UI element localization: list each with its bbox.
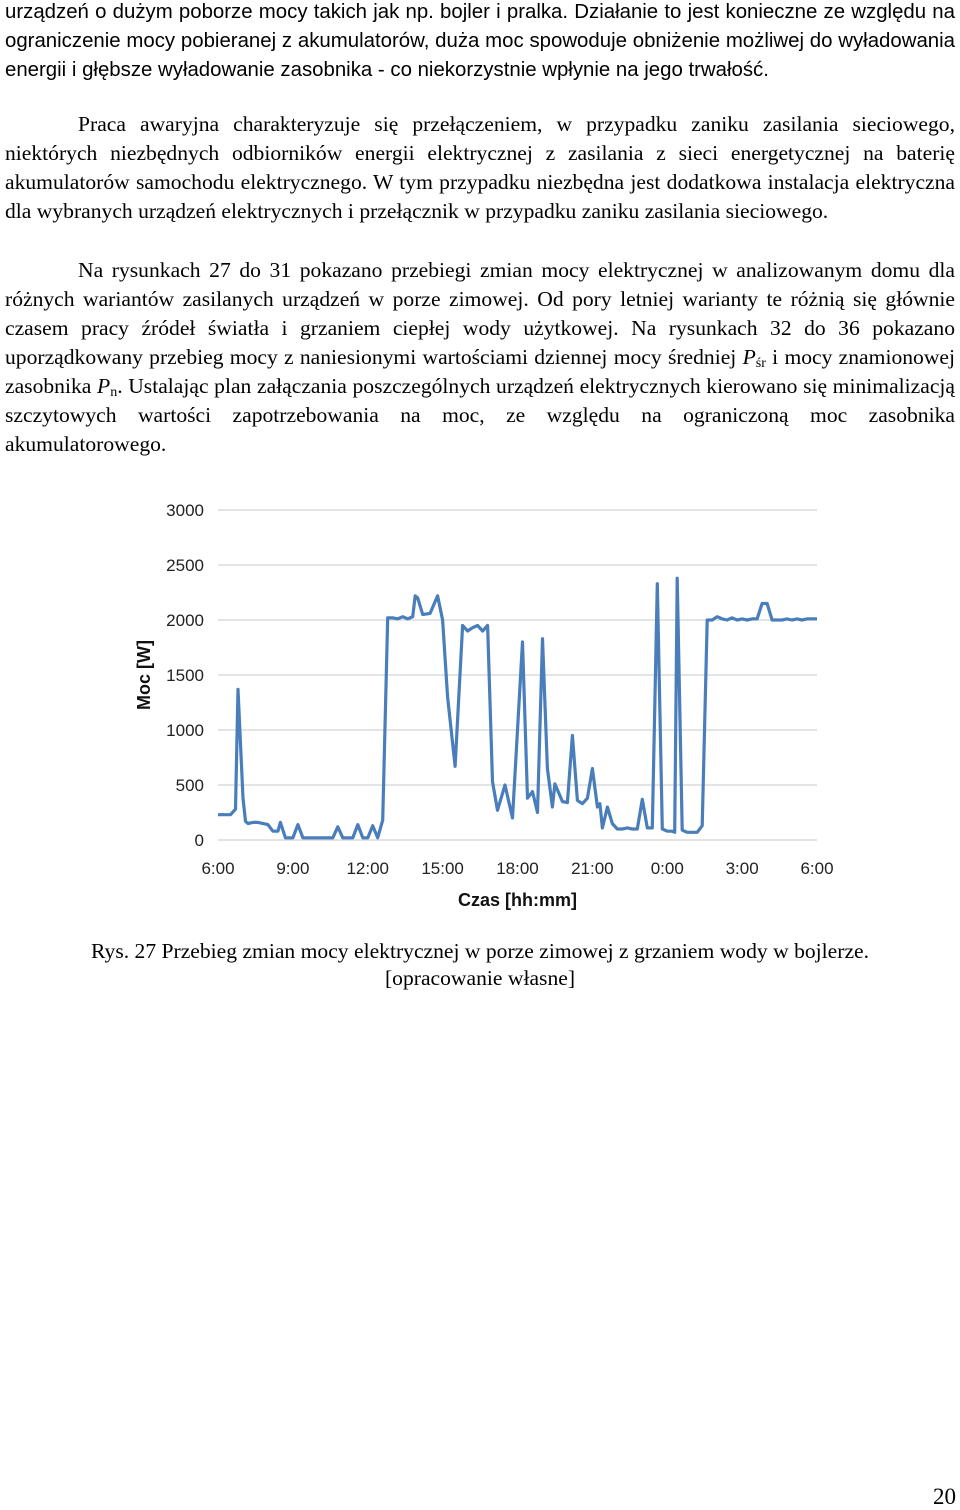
y-tick-label: 3000 [166, 501, 204, 520]
y-tick-label: 2500 [166, 556, 204, 575]
y-axis-ticks [166, 501, 204, 850]
x-tick-label: 9:00 [276, 859, 310, 878]
intro-paragraph: urządzeń o dużym poborze mocy takich jak np. bojler i pralka. Działanie to jest konieczne ze względu na ograniczenie mocy pobieranej z akumulatorów, duża moc spowoduje obniżenie możliwej do wyładowania energii i głębsze wyładowanie zasobnika - co niekorzystnie wpłynie na jego trwałość. [5, 1, 955, 81]
emergency-mode-paragraph: Praca awaryjna charakteryzuje się przełączeniem, w przypadku zaniku zasilania sieciowego, niektórych niezbędnych odbiorników energii elektrycznej z zasilania z sieci energetycznej na baterię akumulatorów samochodu elektrycznego. W tym przypadku niezbędna jest dodatkowa instalacja elektryczna dla wybranych urządzeń elektrycznych i przełącznik w przypadku zaniku zasilania sieciowego. [5, 112, 955, 223]
x-tick-label: 12:00 [346, 859, 390, 878]
figures-text-part-b: i mocy znamionowej zasobnika [5, 345, 956, 398]
figures-text-part-a: Na rysunkach 27 do 31 pokazano przebiegi zmian mocy elektrycznej w analizowanym domu dla różnych wariantów zasilanych urządzeń w porze zimowej. Od pory letniej warianty te różnią się głównie czasem pracy źródeł światła i grzaniem ciepłej wody użytkowej. Na rysunkach 32 do 36 pokazano uporządkowany przebieg mocy z naniesionymi wartościami dziennej mocy średniej [5, 258, 955, 369]
x-tick-label: 18:00 [496, 859, 539, 878]
x-axis-ticks [201, 859, 833, 878]
p-nominal-symbol: P [96, 374, 111, 398]
y-tick-label: 1000 [166, 721, 204, 740]
y-axis-title: Moc [W] [134, 640, 154, 710]
p-avg-subscript: śr [755, 356, 766, 371]
figure-caption-title: Rys. 27 Przebieg zmian mocy elektrycznej w porze zimowej z grzaniem wody w bojlerze. [90, 939, 870, 963]
y-tick-label: 0 [194, 831, 204, 850]
chart-gridlines [218, 510, 817, 840]
power-chart-svg [120, 490, 850, 920]
figures-text-part-c: . Ustalając plan załączania poszczególnych urządzeń elektrycznych kierowano się minimalizacją szczytowych wartości zapotrzebowania na moc, ze względu na ograniczoną moc zasobnika akumulatorowego. [5, 374, 955, 456]
power-chart [120, 490, 850, 920]
x-axis-title: Czas [hh:mm] [457, 890, 578, 910]
page-number: 20 [933, 1484, 956, 1509]
y-tick-label: 500 [175, 776, 204, 795]
p-nominal-subscript: n [110, 385, 118, 400]
figure-caption-source: [opracowanie własne] [384, 966, 576, 990]
figure-caption [0, 938, 960, 992]
x-tick-label: 6:00 [800, 859, 834, 878]
y-tick-label: 2000 [166, 611, 204, 630]
x-tick-label: 15:00 [421, 859, 464, 878]
x-tick-label: 21:00 [571, 859, 614, 878]
figures-description-paragraph [5, 256, 955, 459]
p-avg-symbol: P [742, 345, 756, 369]
x-tick-label: 3:00 [725, 859, 759, 878]
x-tick-label: 0:00 [650, 859, 684, 878]
power-series-line [218, 578, 817, 838]
x-tick-label: 6:00 [201, 859, 235, 878]
y-tick-label: 1500 [166, 666, 204, 685]
